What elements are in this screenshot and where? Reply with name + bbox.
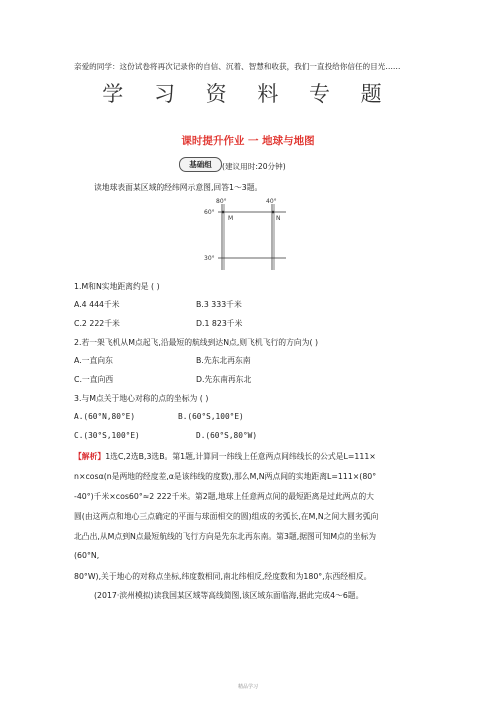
question-3-option-a[interactable]: A.(60°N,80°E): [74, 412, 136, 421]
question-1-option-c[interactable]: C.2 222千米: [74, 319, 120, 328]
next-question-intro: (2017·滨州模拟)读我国某区域等高线简图,该区域东面临海,据此完成4～6题。: [94, 591, 364, 600]
analysis-line-5: 北凸出,从M点到N点最短航线的飞行方向是先东北再东南。第3题,据图可知M点的坐标为: [74, 532, 377, 541]
question-2-option-d[interactable]: D.先东南再东北: [196, 375, 252, 384]
lon-label-80: 80°: [216, 198, 227, 205]
page-title: 学 习 资 料 专 题: [102, 82, 394, 106]
point-n-label: N: [276, 215, 281, 222]
analysis-line-4: 圆(由这两点和地心三点确定的平面与球面相交的圆)组成的劣弧长,在M,N之间大圆劣弧向: [74, 512, 379, 521]
question-3-option-b[interactable]: B.(60°S,100°E): [178, 412, 244, 421]
question-1-option-d[interactable]: D.1 823千米: [196, 319, 243, 328]
question-1-option-a[interactable]: A.4 444千米: [74, 300, 120, 309]
question-1-option-b[interactable]: B.3 333千米: [196, 300, 242, 309]
question-3-stem: 3.与M点关于地心对称的点的坐标为 ( ): [74, 394, 209, 403]
question-2-option-b[interactable]: B.先东北再东南: [196, 356, 251, 365]
analysis-line-7: 80°W),关于地心的对称点坐标,纬度数相同,南北纬相反,经度数和为180°,东西经相反。: [74, 572, 372, 581]
greeting-text: 亲爱的同学：这份试卷将再次记录你的自信、沉着、智慧和收获，我们一直投给你信任的目光……: [74, 62, 401, 71]
section-subtitle: 课时提升作业 一 地球与地图: [181, 135, 315, 147]
analysis-line-6: (60°N,: [74, 551, 100, 560]
lon-label-40: 40°: [266, 198, 277, 205]
point-m-label: M: [228, 215, 234, 222]
point-m-dot: [222, 211, 225, 214]
point-n-dot: [272, 211, 275, 214]
graticule-diagram: [196, 196, 298, 272]
section-badge: 基础组: [179, 157, 222, 172]
analysis-line-2: n×cosα(n是两地的经度差,α是该纬线的度数),那么M,N两点间的实地距离L=111×(80°: [74, 472, 377, 481]
lat-label-60: 60°: [204, 209, 215, 216]
analysis-label: 【解析】: [74, 452, 106, 461]
question-2-option-c[interactable]: C.一直向西: [74, 375, 114, 384]
analysis-line-1: 【解析】1选C,2选B,3选B。第1题,计算同一纬线上任意两点间纬线长的公式是L=111×: [74, 452, 376, 461]
question-3-option-c[interactable]: C.(30°S,100°E): [74, 431, 140, 440]
intro-text: 读地球表面某区域的经纬网示意图,回答1～3题。: [94, 183, 263, 192]
suggested-time: (建议用时:20分钟): [222, 162, 286, 171]
question-1-stem: 1.M和N实地距离约是 ( ): [74, 282, 160, 291]
question-3-option-d[interactable]: D.(60°S,80°W): [196, 431, 258, 440]
lat-label-30: 30°: [204, 255, 215, 262]
question-2-option-a[interactable]: A.一直向东: [74, 356, 113, 365]
footer-text: 精品学习: [237, 684, 258, 690]
question-2-stem: 2.若一架飞机从M点起飞,沿最短的航线到达N点,则飞机飞行的方向为( ): [74, 338, 319, 347]
analysis-line-3: -40°)千米×cos60°≈2 222千米。第2题,地球上任意两点间的最短距离是过此两点的大: [74, 492, 374, 501]
